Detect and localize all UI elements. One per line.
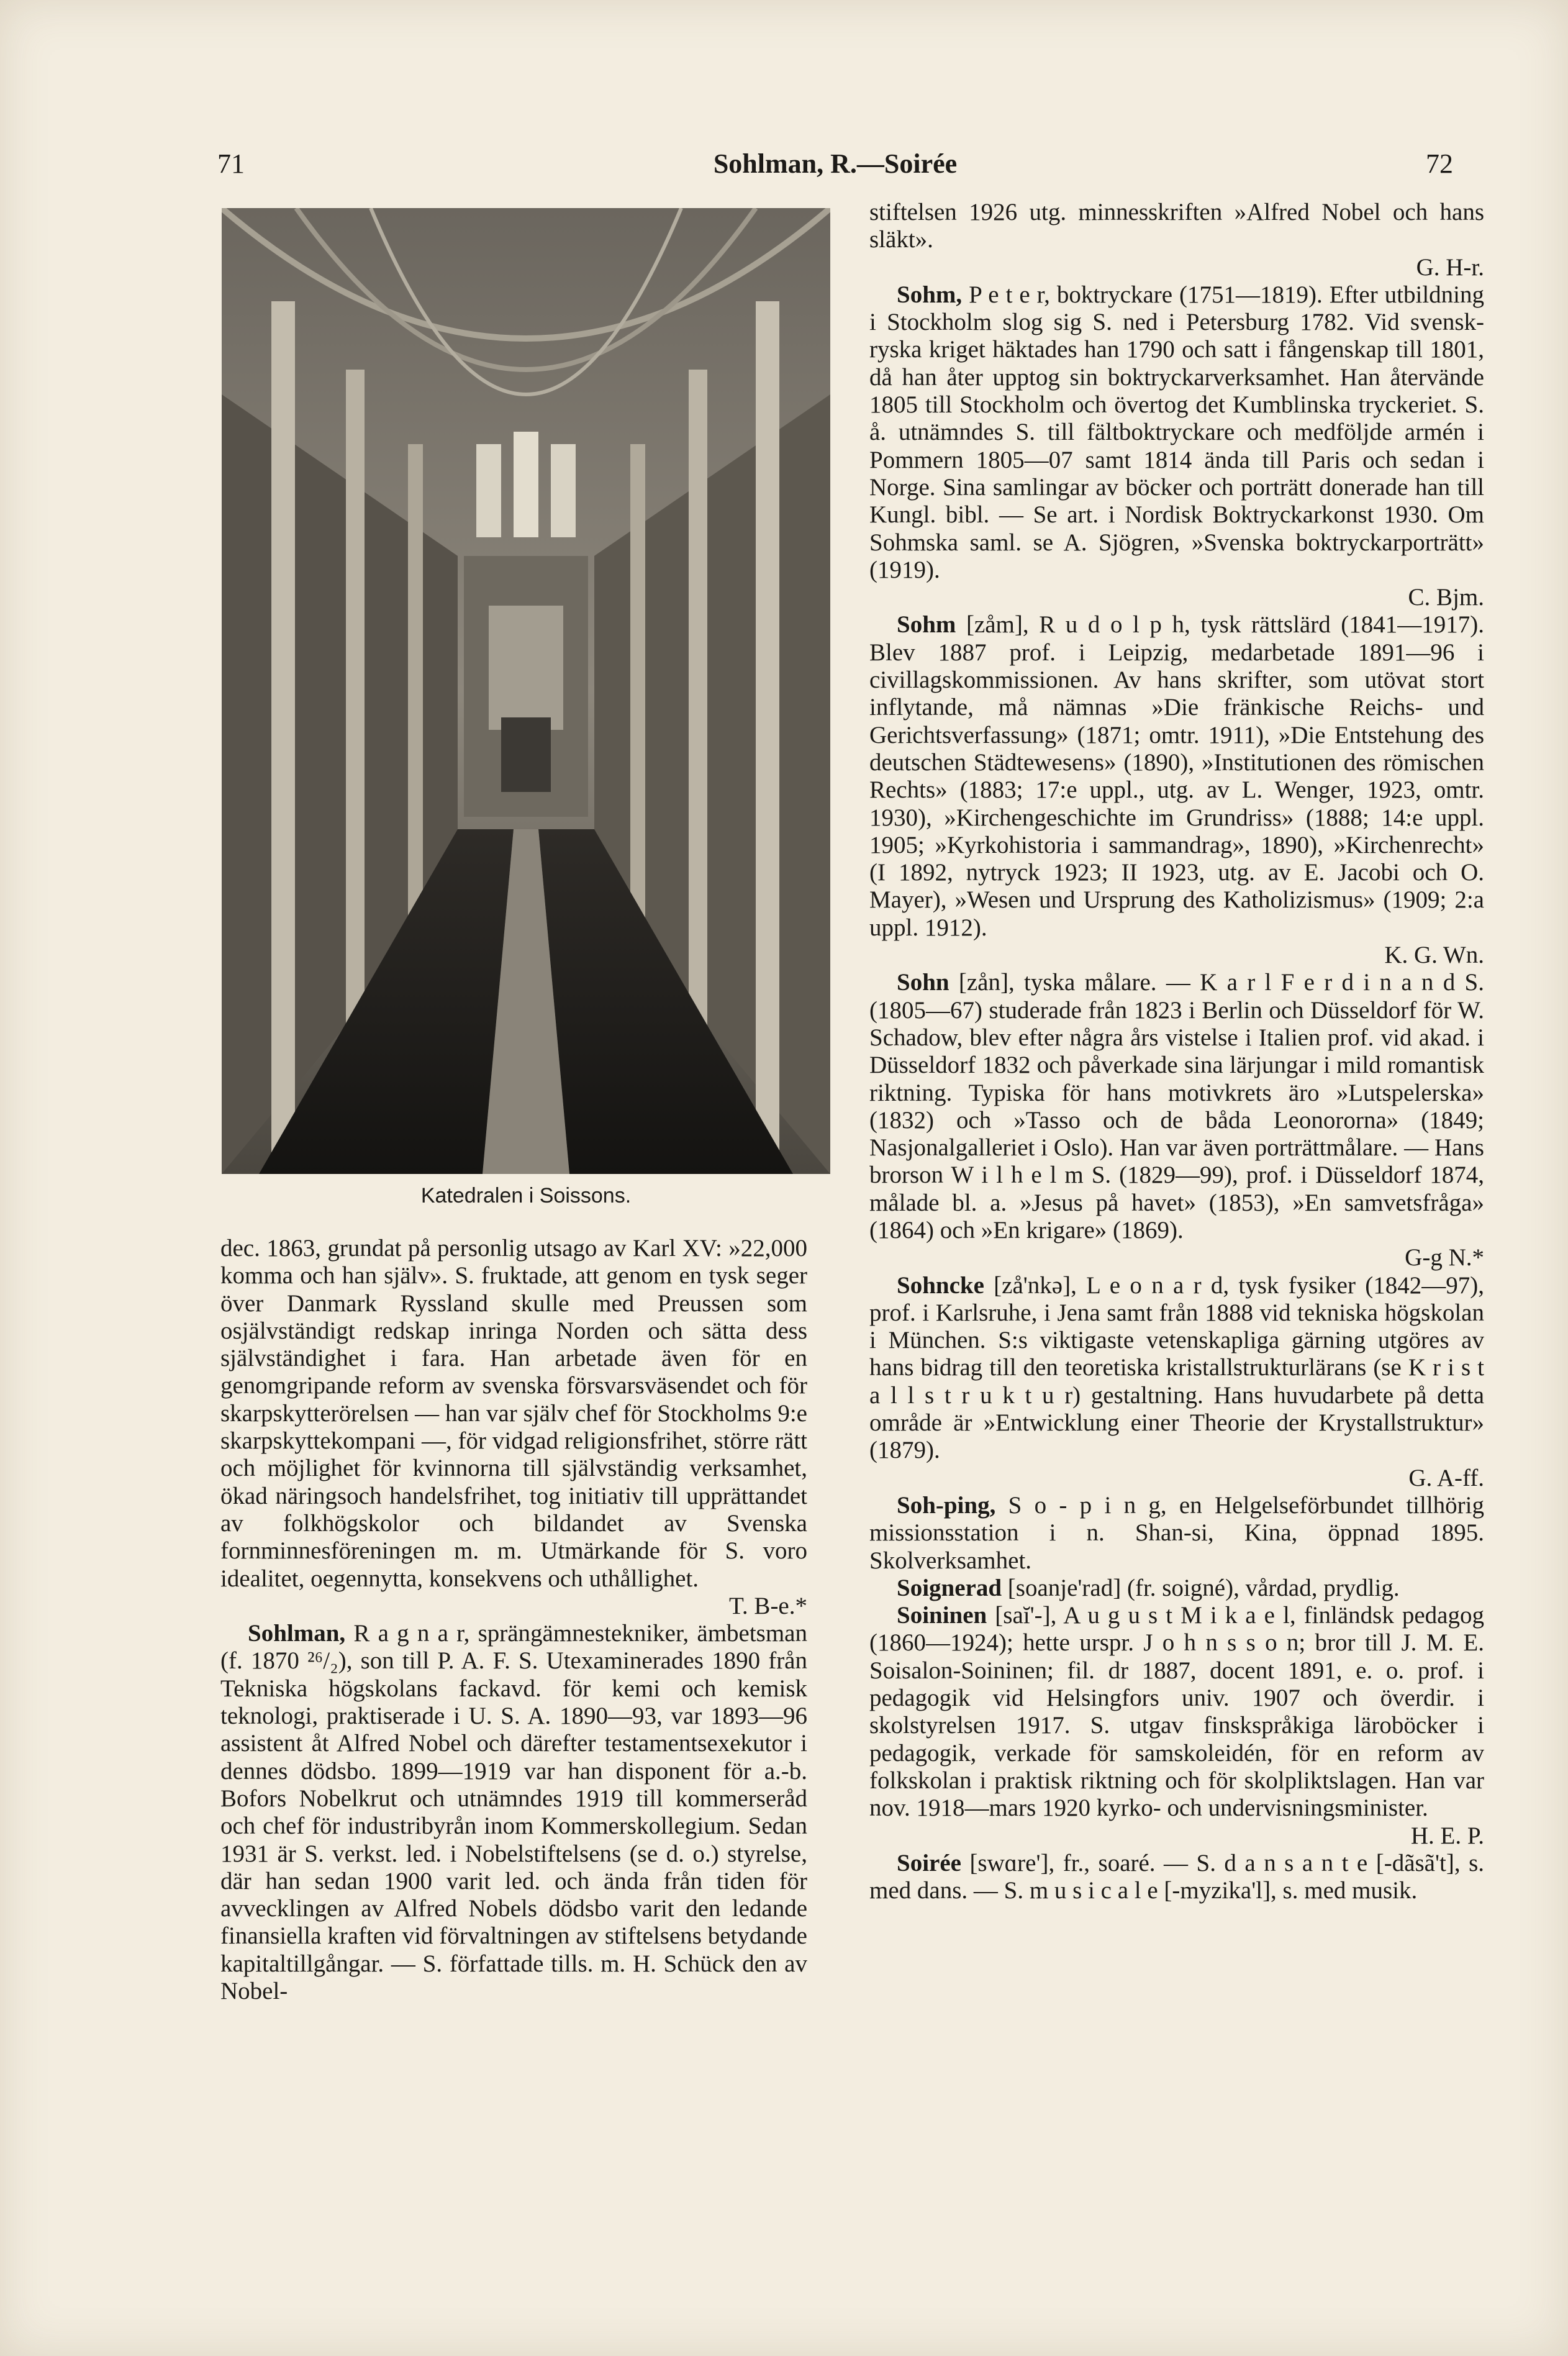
entry-sohm-rudolph xyxy=(869,611,1484,969)
entry-text: [zån], tyska målare. — K a r l F e r d i n a n d S. (1805—67) studerade från 1823 i Berlin och Düsseldorf för W. Schadow, blev efter några års vistelse i Italien prof. vid akad. i Düsseldorf 1832 och påverkade sina lärjungar i mild romantisk riktning. Typiska för hans motivkrets äro »Lutspelerska» (1832) och »Tasso och de båda Leonororna» (1849; Nasjonalgalleriet i Oslo). Han var även porträttmålare. — Hans brorson W i l h e l m S. (1829—99), prof. i Düsseldorf 1874, målade bl. a. »Jesus på havet» (1853), »En samvetsfråga» (1864) och »En krigare» (1869). xyxy=(869,969,1484,1244)
entry-soh-ping xyxy=(869,1492,1484,1575)
entry-sohlman-ragnar xyxy=(220,1620,807,2005)
entry-headword: Sohm, xyxy=(897,281,963,308)
entry-text: [swɑre'], fr., soaré. — S. d a n s a n t e [-dãsã't], s. med dans. — S. m u s i c a l e [-myzika'l], s. med musik. xyxy=(869,1849,1484,1904)
cathedral-photo xyxy=(222,208,830,1174)
entry-text: [zå'nkə], L e o n a r d, tysk fysiker (1842—97), prof. i Karlsruhe, i Jena samt från 1888 vid tekniska högskolan i München. S:s viktigaste vetenskapliga gärning utgöres av hans bidrag till den teoretiska kristallstrukturlärans (se K r i s t a l l s t r u k t u r) gestaltning. Hans huvudarbete på detta område är »Entwicklung einer Theorie der Krystallstruktur» (1879). xyxy=(869,1271,1484,1464)
author-signature: H. E. P. xyxy=(1410,1822,1484,1849)
entry-headword: Sohncke xyxy=(897,1271,984,1299)
author-signature: T. B-e.* xyxy=(729,1592,807,1619)
entry-soiree xyxy=(869,1850,1484,1905)
entry-headword: Soh-ping, xyxy=(897,1491,996,1519)
right-text-column xyxy=(869,199,1484,1904)
entry-headword: Soignerad xyxy=(897,1574,1002,1601)
entry-soignerad xyxy=(869,1575,1484,1602)
page-number-left: 71 xyxy=(217,148,245,179)
entry-headword: Sohn xyxy=(897,969,949,996)
entry-headword: Soirée xyxy=(897,1849,961,1876)
entry-headword: Sohm xyxy=(897,611,956,639)
author-signature: G. A-ff. xyxy=(1408,1464,1484,1491)
left-text-column xyxy=(220,1235,807,2005)
continued-paragraph xyxy=(220,1235,807,1620)
author-signature: C. Bjm. xyxy=(1408,584,1484,611)
paragraph-text: dec. 1863, grundat på personlig utsago av Karl XV: »22,000 komma och han själv». S. fruktade, att genom en tysk seger över Danmark Ryssland skulle med Preussen som osjälvständigt redskap inringa Norden och sätta dess självständighet i fara. Han arbetade även för en genomgripande reform av svenska försvarsväsendet och för skarpskytterörelsen — han var själv chef för Stockholms 9:e skarpskyttekompani —, för vidgad religionsfrihet, större rätt och möjlighet för kvinnorna till självständig verksamhet, ökad näringsoch handelsfrihet, tog initiativ till upprättandet av folkhögskolor och bildandet av Svenska fornminnesföreningen m. m. Utmärkande för S. voro idealitet, oegennytta, konsekvens och uthållighet. xyxy=(220,1235,807,1592)
entry-text: P e t e r, boktryckare (1751—1819). Efter utbildning i Stockholm slog sig S. ned i Petersburg 1782. Vid svensk-ryska kriget häktades han 1790 och satt i fångenskap till 1801, då han åter upptog sin boktryckarverksamhet. Han återvände 1805 till Stockholm och övertog det Kumblinska tryckeriet. S. å. utnämndes S. till fältboktryckare och medföljde armén i Pommern 1805—07 samt 1814 ända till Paris och sedan i Norge. Sina samlingar av böcker och porträtt donerade han till Kungl. bibl. — Se art. i Nordisk Boktryckarkonst 1930. Om Sohmska saml. se A. Sjögren, »Svenska boktryckarporträtt» (1919). xyxy=(869,281,1484,583)
author-signature: K. G. Wn. xyxy=(1384,942,1484,969)
running-header xyxy=(217,148,1453,185)
running-title: Sohlman, R.—Soirée xyxy=(713,148,958,179)
cathedral-nave-illustration xyxy=(222,208,830,1174)
entry-text: S o - p i n g, en Helgelseförbundet tillhörig missionsstation i n. Shan-si, Kina, öppnad 1895. Skolverksamhet. xyxy=(869,1491,1484,1574)
author-signature: G. H-r. xyxy=(1416,253,1484,281)
figure-caption: Katedralen i Soissons. xyxy=(420,1184,632,1208)
entry-soininen xyxy=(869,1602,1484,1850)
entry-headword: Soininen xyxy=(897,1602,987,1629)
entry-text: R a g n a r, sprängämnestekniker, ämbetsman (f. 1870 ²⁶/₂), son till P. A. F. S. Utexaminerades 1890 från Tekniska högskolans fackavd. för kemi och kemisk teknologi, praktiserade i U. S. A. 1890—93, var 1893—96 assistent åt Alfred Nobel och därefter testamentsexekutor i dennes dödsbo. 1899—1919 var han disponent för a.-b. Bofors Nobelkrut och utnämndes 1919 till kommerseråd och chef för industribyrån inom Kommerskollegium. Sedan 1931 är S. verkst. led. i Nobelstiftelsens (se d. o.) styrelse, där han sedan 1900 varit led. och ända från tiden för avvecklingen av Alfred Nobels dödsbo varit den ledande finansiella kraften vid förvaltningen av stiftelsens betydande kapitaltillgångar. — S. författade tills. m. H. Schück den av Nobel- xyxy=(220,1620,807,2005)
entry-sohncke xyxy=(869,1272,1484,1492)
author-signature: G-g N.* xyxy=(1405,1244,1484,1271)
entry-sohm-peter xyxy=(869,281,1484,612)
entry-text: [zåm], R u d o l p h, tysk rättslärd (1841—1917). Blev 1887 prof. i Leipzig, medarbetade 1891—96 i civillagskommissionen. Av hans skrifter, som utövat stort inflytande, må nämnas »Die fränkische Reichs- und Gerichtsverfassung» (1871; omtr. 1911), »Die Entstehung des deutschen Städtewesens» (1890), »Institutionen des römischen Rechts» (1883; 17:e uppl., utg. av L. Wenger, 1923, omtr. 1930), »Kirchengeschichte im Grundriss» (1888; 14:e uppl. 1905; »Kyrkohistoria i sammandrag», 1890), »Kirchenrecht» (I 1892, nytryck 1923; II 1923, utg. av E. Jacobi och O. Mayer), »Wesen und Ursprung des Katholizismus» (1909; 2:a uppl. 1912). xyxy=(869,611,1484,941)
continued-paragraph xyxy=(869,199,1484,281)
entry-sohn xyxy=(869,969,1484,1271)
paragraph-text: stiftelsen 1926 utg. minnesskriften »Alfred Nobel och hans släkt». xyxy=(869,199,1484,253)
page-number-right: 72 xyxy=(1426,148,1453,179)
entry-text: [soanje'rad] (fr. soigné), vårdad, prydlig. xyxy=(1002,1574,1400,1601)
entry-text: [saĭ'-], A u g u s t M i k a e l, finländsk pedagog (1860—1924); hette urspr. J o h n s s o n; bror till J. M. E. Soisalon-Soininen; fil. dr 1887, docent 1891, e. o. prof. i pedagogik vid Helsingfors univ. 1907 och överdir. i skolstyrelsen 1917. S. utgav finskspråkiga läroböcker i pedagogik, verkade för samskoleidén, för en reform av folkskolan i praktisk riktning och för skolpliktslagen. Han var nov. 1918—mars 1920 kyrko- och undervisningsminister. xyxy=(869,1602,1484,1822)
entry-headword: Sohlman, xyxy=(248,1620,346,1647)
